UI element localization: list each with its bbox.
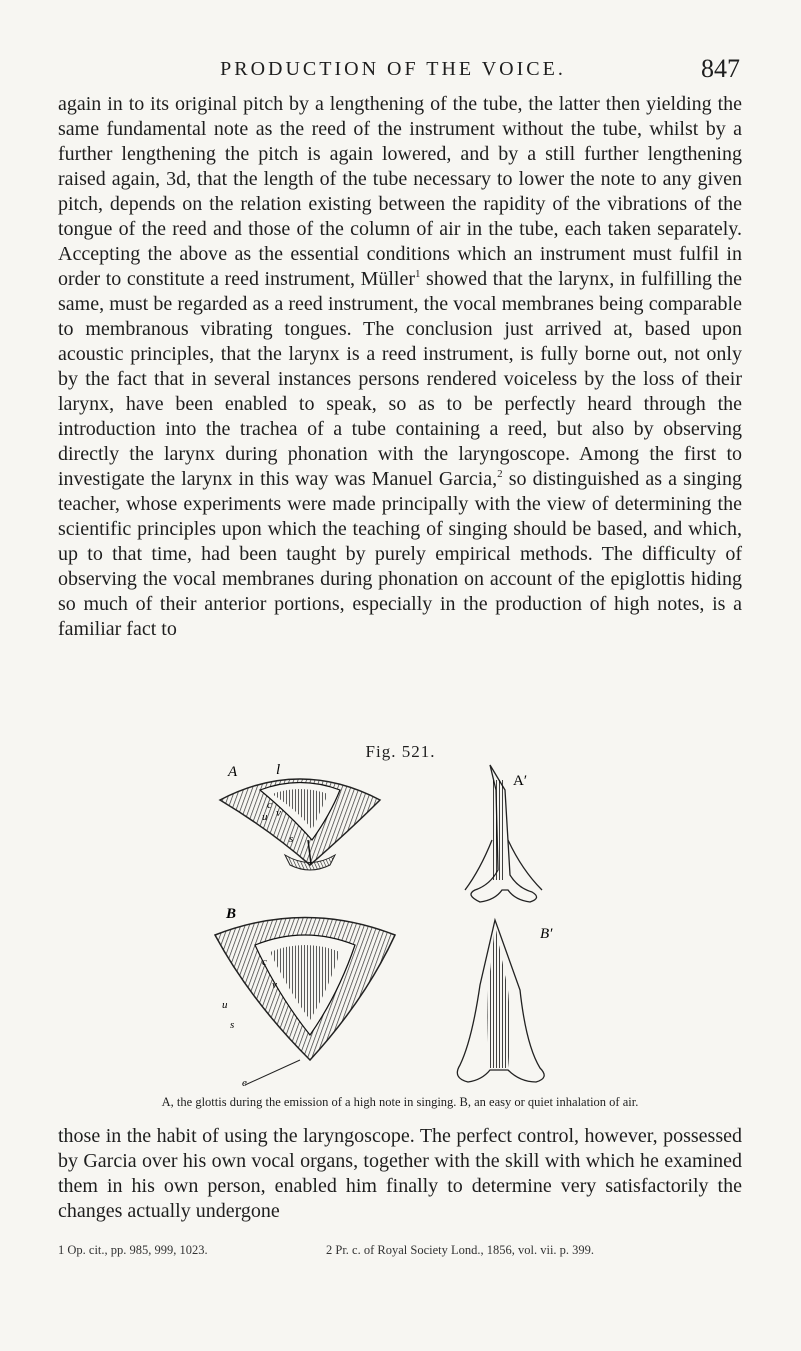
footnote-1: 1 Op. cit., pp. 985, 999, 1023. xyxy=(58,1243,208,1257)
body-paragraph-2: those in the habit of using the laryngoscope. The perfect control, however, possessed by Garcia over his own vocal organs, together with the skill with which he examined them in his own person, enabled him finally to determine very satisfactorily the changes actually undergone xyxy=(58,1125,742,1222)
label-a: A xyxy=(228,764,238,780)
glottis-b-drawing xyxy=(215,918,395,1086)
glottis-b-prime-drawing xyxy=(457,920,544,1082)
label-v-b: v xyxy=(272,979,277,991)
paragraph-text: so distinguished as a singing teacher, whose experiments were made principally with the view of determining the scientific principles upon which the teaching of singing should be based, and which, up to that time, had been taught by purely empirical methods. The difficulty of observing the vocal membranes during phonation on account of the epiglottis hiding so much of their anterior portions, especially in the production of high notes, is a familiar fact to xyxy=(58,468,742,640)
label-v: v xyxy=(276,807,281,819)
footnote-ref-1: 1 xyxy=(415,268,421,280)
footnote-2: 2 Pr. c. of Royal Society Lond., 1856, vol. vii. p. 399. xyxy=(326,1243,595,1257)
larynx-illustration xyxy=(190,760,610,1090)
body-paragraph-1 xyxy=(58,92,742,642)
footnote-ref-2: 2 xyxy=(497,468,503,480)
glottis-a-prime-drawing xyxy=(465,765,542,902)
figure-caption: A, the glottis during the emission of a high note in singing. B, an easy or quiet inhalation of air. xyxy=(161,1095,639,1109)
label-b: B xyxy=(226,906,237,922)
label-s-b: s xyxy=(230,1019,235,1031)
figure-label: Fig. 521. xyxy=(365,742,436,761)
label-c: c xyxy=(267,799,272,811)
label-b-prime: B′ xyxy=(540,926,553,942)
page-header xyxy=(58,54,740,88)
glottis-a-drawing xyxy=(220,779,380,870)
paragraph-text: again in to its original pitch by a lengthening of the tube, the latter then yielding the same fundamental note as the reed of the instrument without the tube, whilst by a further lengthening the pitch is again lowered, and by a still further lengthening raised again, 3d, that the length of the tube necessary to lower the note to any given pitch, depends on the relation existing between the rapidity of the vibrations of the tongue of the reed and those of the column of air in the tube, each taken separately. Accepting the above as the essential conditions which an instrument must fulfil in order to constitute a reed instrument, Müller xyxy=(58,93,742,290)
label-c-b: c xyxy=(262,956,267,968)
running-title: PRODUCTION OF THE VOICE. xyxy=(220,58,566,80)
paragraph-text: showed that the larynx, in fulfilling the same, must be regarded as a reed instrument, the vocal membranes being comparable to membranous vibrating tongues. The conclusion just arrived at, based upon acoustic principles, that the larynx is a reed instrument, is fully borne out, not only by the fact that in several instances persons rendered voiceless by the loss of their larynx, have been enabled to speak, so as to be perfectly heard through the introduction into the trachea of a tube containing a reed, but also by observing directly the larynx during phonation with the laryngoscope. Among the first to investigate the larynx in this way was Manuel Garcia, xyxy=(58,268,742,490)
label-u: u xyxy=(262,811,268,823)
label-s: s xyxy=(289,833,294,845)
label-u-b: u xyxy=(222,999,228,1011)
figure-521 xyxy=(190,760,610,1090)
page-number: 847 xyxy=(701,54,740,83)
label-a-prime: A′ xyxy=(513,773,528,789)
label-e: e xyxy=(242,1077,247,1089)
label-l: l xyxy=(276,762,281,778)
